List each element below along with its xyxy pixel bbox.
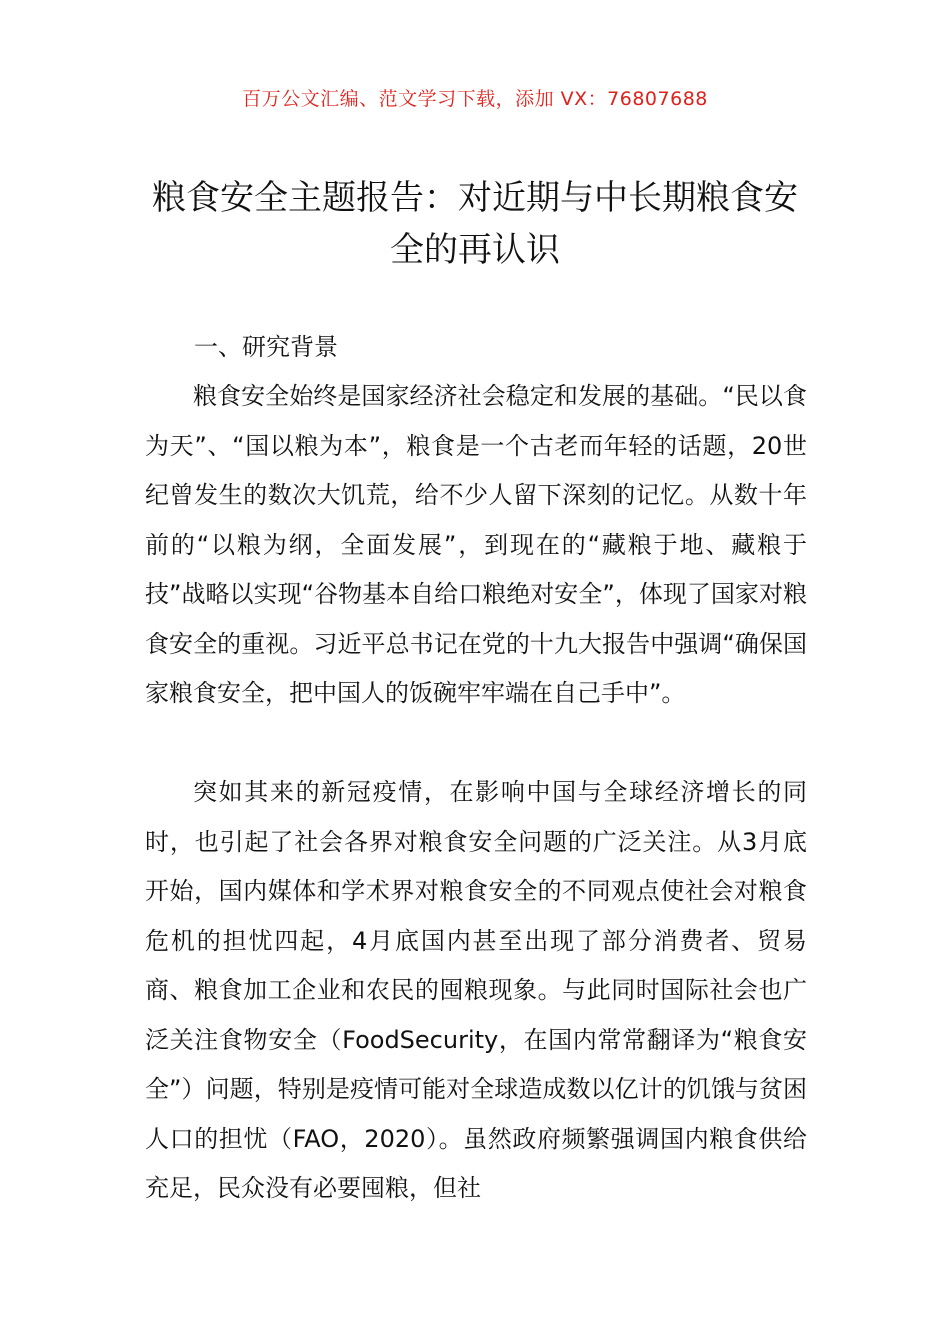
paragraph-2: 突如其来的新冠疫情，在影响中国与全球经济增长的同时，也引起了社会各界对粮食安全问题的广泛关注。从3月底开始，国内媒体和学术界对粮食安全的不同观点使社会对粮食危机的担忧四起，4月底国内甚至出现了部分消费者、贸易商、粮食加工企业和农民的囤粮现象。与此同时国际社会也广泛关注食物安全（FoodSecurity，在国内常常翻译为“粮食安全”）问题，特别是疫情可能对全球造成数以亿计的饥饿与贫困人口的担忧（FAO，2020）。虽然政府频繁强调国内粮食供给充足，民众没有必要囤粮，但社 xyxy=(145,778,807,1202)
section-heading: 一、研究背景 xyxy=(194,333,338,361)
document-title: 粮食安全主题报告：对近期与中长期粮食安全的再认识 xyxy=(152,178,798,270)
paragraph-1: 粮食安全始终是国家经济社会稳定和发展的基础。“民以食为天”、“国以粮为本”，粮食是一个古老而年轻的话题，20世纪曾发生的数次大饥荒，给不少人留下深刻的记忆。从数十年前的“以粮为纲，全面发展”，到现在的“藏粮于地、藏粮于技”战略以实现“谷物基本自给口粮绝对安全”，体现了国家对粮食安全的重视。习近平总书记在党的十九大报告中强调“确保国家粮食安全，把中国人的饭碗牢牢端在自己手中”。 xyxy=(145,382,807,707)
header-watermark-note: 百万公文汇编、范文学习下载，添加 VX：76807688 xyxy=(242,88,708,110)
